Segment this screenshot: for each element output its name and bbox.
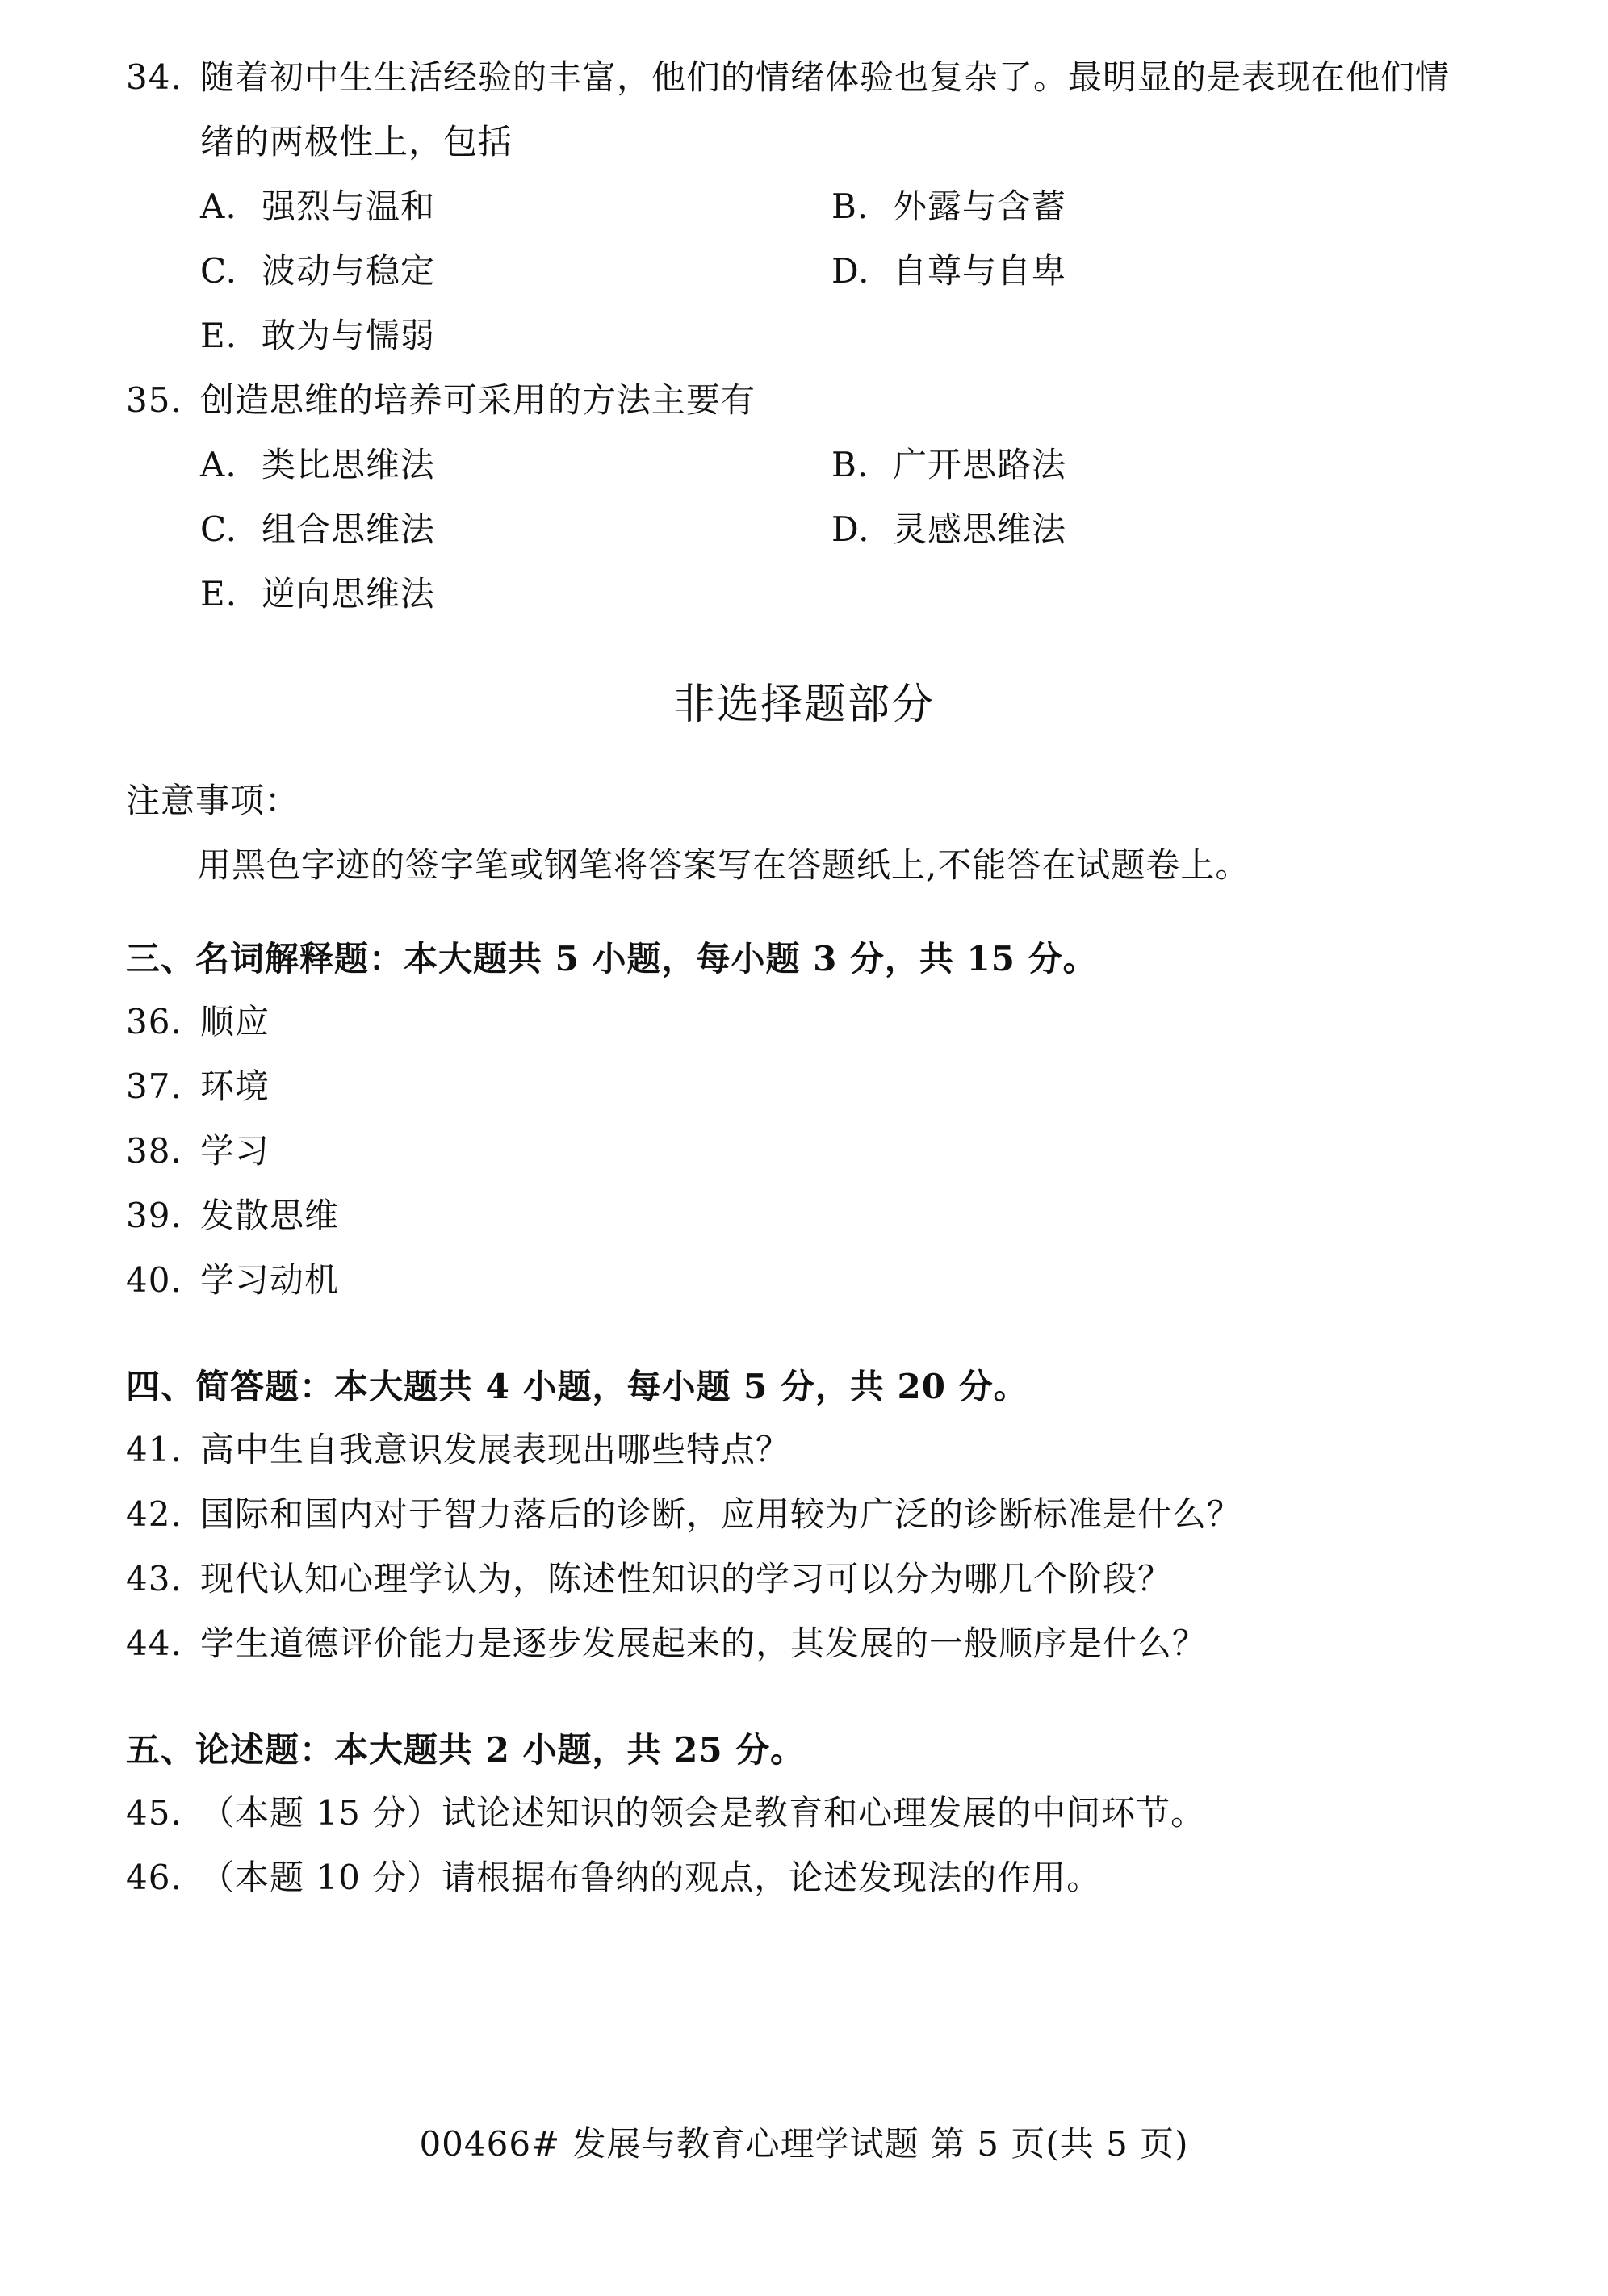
- option-text: 逆向思维法: [262, 574, 436, 614]
- question-text: 国际和国内对于智力落后的诊断，应用较为广泛的诊断标准是什么？: [200, 1494, 1242, 1534]
- option-key: D.: [831, 509, 870, 549]
- question-34-option-d: [831, 247, 1066, 295]
- option-text: 自尊与自卑: [893, 251, 1067, 291]
- question-text: 学习动机: [200, 1260, 340, 1300]
- question-35-option-c: [200, 505, 435, 554]
- question-35: [126, 376, 756, 425]
- question-text: 环境: [200, 1066, 270, 1106]
- question-41: [126, 1426, 790, 1474]
- question-40: [126, 1256, 339, 1305]
- option-key: B.: [831, 445, 869, 484]
- question-text: 发散思维: [200, 1196, 340, 1235]
- question-37: [126, 1062, 270, 1111]
- question-text: 随着初中生生活经验的丰富，他们的情绪体验也复杂了。最明显的是表现在他们情: [200, 57, 1451, 97]
- option-text: 敢为与懦弱: [262, 316, 436, 355]
- question-number: 46.: [126, 1858, 182, 1897]
- question-35-option-e: [200, 570, 435, 618]
- question-34-line1: [126, 53, 1450, 102]
- question-number: 39.: [126, 1196, 182, 1235]
- option-text: 波动与稳定: [262, 251, 436, 291]
- question-44: [126, 1619, 1207, 1668]
- question-42: [126, 1490, 1242, 1539]
- question-number: 41.: [126, 1430, 182, 1469]
- part-title: 非选择题部分: [672, 681, 935, 729]
- option-key: B.: [831, 186, 869, 226]
- question-34-option-b: [831, 182, 1066, 231]
- question-34-option-c: [200, 247, 435, 295]
- option-text: 灵感思维法: [893, 509, 1067, 549]
- question-number: 36.: [126, 1002, 182, 1041]
- question-number: 42.: [126, 1494, 182, 1534]
- question-38: [126, 1127, 270, 1175]
- question-text: 高中生自我意识发展表现出哪些特点？: [200, 1430, 791, 1469]
- question-text: （本题 10 分）请根据布鲁纳的观点，论述发现法的作用。: [200, 1858, 1102, 1897]
- question-45: [126, 1789, 1205, 1837]
- question-35-option-d: [831, 505, 1066, 554]
- option-text: 强烈与温和: [262, 186, 436, 226]
- question-text: 顺应: [200, 1002, 270, 1041]
- option-text: 广开思路法: [893, 445, 1067, 484]
- option-text: 类比思维法: [262, 445, 436, 484]
- question-35-option-a: [200, 441, 435, 489]
- question-34-option-a: [200, 182, 435, 231]
- option-key: C.: [200, 509, 237, 549]
- question-text: （本题 15 分）试论述知识的领会是教育和心理发展的中间环节。: [200, 1793, 1206, 1833]
- option-key: E.: [200, 574, 238, 614]
- option-text: 外露与含蓄: [893, 186, 1067, 226]
- option-key: D.: [831, 251, 870, 291]
- question-text: 创造思维的培养可采用的方法主要有: [200, 380, 756, 420]
- question-36: [126, 998, 270, 1046]
- question-43: [126, 1555, 1172, 1603]
- section-5-heading: 五、论述题：本大题共 2 小题，共 25 分。: [126, 1730, 806, 1770]
- question-number: 37.: [126, 1066, 182, 1106]
- question-34-option-e: [200, 312, 435, 360]
- section-3-heading: 三、名词解释题：本大题共 5 小题，每小题 3 分，共 15 分。: [126, 939, 1098, 978]
- option-text: 组合思维法: [262, 509, 436, 549]
- question-text: 学习: [200, 1131, 270, 1171]
- question-35-option-b: [831, 441, 1066, 489]
- question-text: 现代认知心理学认为，陈述性知识的学习可以分为哪几个阶段？: [200, 1559, 1173, 1598]
- question-number: 43.: [126, 1559, 182, 1598]
- question-number: 40.: [126, 1260, 182, 1300]
- section-4-heading: 四、简答题：本大题共 4 小题，每小题 5 分，共 20 分。: [126, 1367, 1028, 1406]
- question-text-continued: 绪的两极性上，包括: [200, 122, 513, 161]
- notice-text: 用黑色字迹的签字笔或钢笔将答案写在答题纸上,不能答在试题卷上。: [197, 845, 1250, 885]
- question-number: 35.: [126, 380, 182, 420]
- option-key: A.: [200, 186, 237, 226]
- question-number: 34.: [126, 57, 182, 97]
- question-39: [126, 1192, 339, 1240]
- option-key: A.: [200, 445, 237, 484]
- notice-heading: 注意事项：: [126, 781, 300, 820]
- question-46: [126, 1854, 1101, 1902]
- option-key: C.: [200, 251, 237, 291]
- page-footer: 00466# 发展与教育心理学试题 第 5 页(共 5 页): [419, 2124, 1189, 2164]
- question-number: 38.: [126, 1131, 182, 1171]
- question-34-line2: [200, 118, 513, 166]
- option-key: E.: [200, 316, 238, 355]
- question-number: 44.: [126, 1624, 182, 1663]
- question-number: 45.: [126, 1793, 182, 1833]
- question-text: 学生道德评价能力是逐步发展起来的，其发展的一般顺序是什么？: [200, 1624, 1208, 1663]
